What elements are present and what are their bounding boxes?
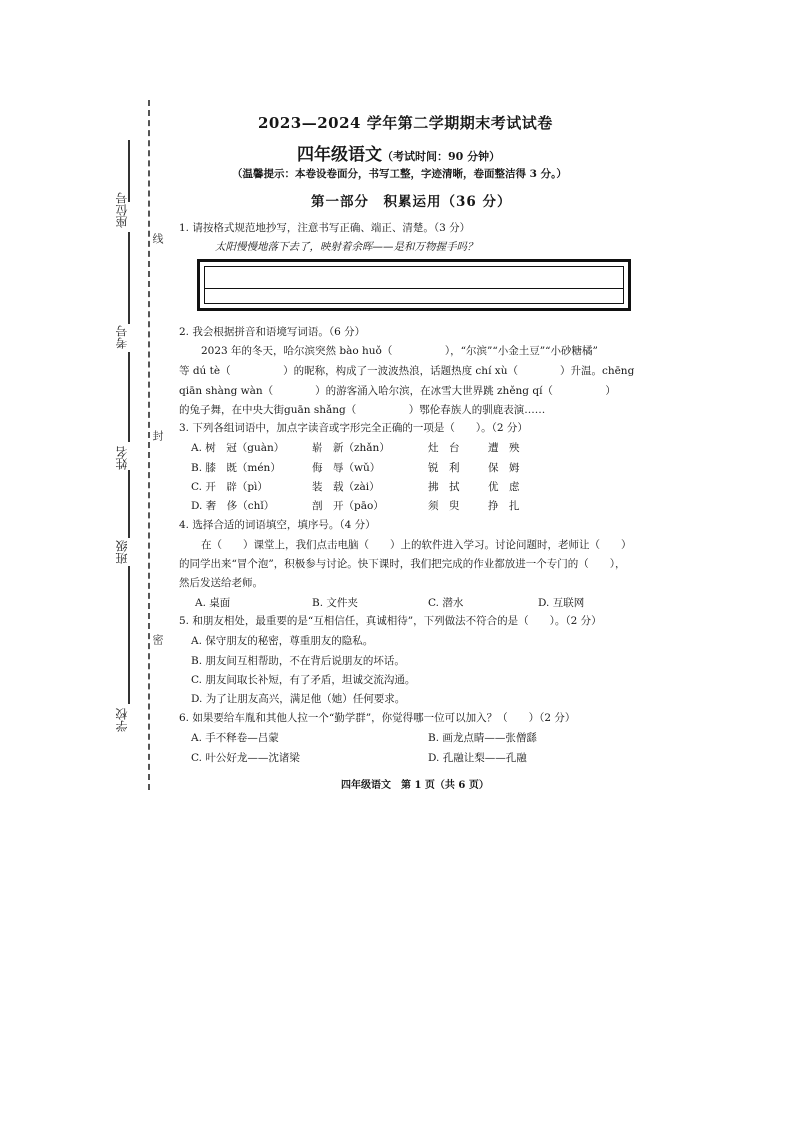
subject-name: 四年级语文 [297,145,382,165]
class-line [128,470,130,538]
q1-writing-box[interactable] [197,259,631,311]
q3-d-word3: 须 臾 [428,500,460,512]
q2-stem: 2. 我会根据拼音和语境写词语。（6 分） [179,326,366,338]
q3-c-word2: 装 载（zài） [312,481,380,493]
seal-mark-seal: 封 [151,430,164,441]
q6-option-c: C. 叶公好龙——沈诸梁 [191,752,300,764]
q6-option-b: B. 画龙点睛——张僧繇 [428,732,537,744]
q4-option-a: A. 桌面 [195,597,231,609]
q3-c-word1: C. 开 辟（pì） [191,481,268,493]
q4-option-b: B. 文件夹 [312,597,358,609]
exam-notice: （温馨提示：本卷设卷面分，书写工整，字迹清晰，卷面整洁得 3 分。） [232,168,567,180]
seal-mark-secret: 密 [151,634,164,645]
q3-c-word3: 拂 拭 [428,481,460,493]
q6-stem: 6. 如果要给车胤和其他人拉一个“勤学群”，你觉得哪一位可以加入？（ ）（2 分） [179,712,576,724]
q3-d-word4: 挣 扎 [488,500,520,512]
q5-option-b: B. 朋友间互相帮助，不在背后说朋友的坏话。 [191,655,405,667]
q3-a-word3: 灶 台 [428,442,460,454]
part-heading: 第一部分 积累运用（36 分） [311,194,512,210]
q1-writing-box-inner [204,266,624,304]
school-label: 学校 [115,708,129,732]
exam-number-line [128,232,130,324]
q4-line-3: 然后发送给老师。 [179,577,263,589]
q3-b-word3: 锐 利 [428,462,460,474]
q3-d-word1: D. 奢 侈（chǐ） [191,500,275,512]
q4-line-1: 在（ ）课堂上，我们点击电脑（ ）上的软件进入学习。讨论问题时，老师让（ ） [201,539,632,551]
binding-dashed-line [148,100,150,790]
name-line [128,352,130,442]
exam-time: （考试时间：90 分钟） [382,150,501,163]
page-footer: 四年级语文 第 1 页（共 6 页） [341,780,489,791]
q3-a-word2: 崭 新（zhǎn） [312,442,390,454]
q5-stem: 5. 和朋友相处，最重要的是“互相信任，真诚相待”，下列做法不符合的是（ ）。（2 分） [179,615,602,627]
q3-a-word4: 遭 殃 [488,442,520,454]
q5-option-d: D. 为了让朋友高兴，满足他（她）任何要求。 [191,693,406,705]
q4-line-2: 的同学出来“冒个泡”，积极参与讨论。快下课时，我们把完成的作业都放进一个专门的（ ）， [179,558,626,570]
q4-stem: 4. 选择合适的词语填空，填序号。（4 分） [179,519,376,531]
q1-copy-sentence: 太阳慢慢地落下去了，映射着余晖——是和万物握手吗？ [215,241,478,253]
q3-b-word1: B. 膝 既（mén） [191,462,281,474]
school-line [128,566,130,704]
q3-stem: 3. 下列各组词语中，加点字读音或字形完全正确的一项是（ ）。（2 分） [179,422,528,434]
q3-a-word1: A. 树 冠（guàn） [191,442,285,454]
q3-c-word4: 优 虑 [488,481,520,493]
q1-writing-line [205,288,623,289]
q1-stem: 1. 请按格式规范地抄写，注意书写正确、端正、清楚。（3 分） [179,222,471,234]
class-label: 班级 [115,540,129,564]
subject-heading [297,140,500,165]
q6-option-a: A. 手不释卷—吕蒙 [191,732,279,744]
seal-mark-line: 线 [151,233,164,244]
q4-option-c: C. 潜水 [428,597,464,609]
q6-option-d: D. 孔融让梨——孔融 [428,752,527,764]
name-label: 姓名 [115,446,129,470]
exam-number-label: 考号 [115,325,129,349]
q3-d-word2: 剖 开（pāo） [312,500,384,512]
exam-title: 2023—2024 学年第二学期期末考试试卷 [258,114,553,132]
q4-option-d: D. 互联网 [538,597,585,609]
q3-b-word4: 保 姆 [488,462,520,474]
q5-option-a: A. 保守朋友的秘密，尊重朋友的隐私。 [191,635,374,647]
q2-line-1: 2023 年的冬天，哈尔滨突然 bào huǒ（ ），“尔滨”“小金土豆”“小砂糖橘” [201,345,598,357]
q5-option-c: C. 朋友间取长补短，有了矛盾，坦诚交流沟通。 [191,674,416,686]
q3-b-word2: 侮 辱（wǔ） [312,462,381,474]
seat-number-label: 座位号 [115,192,129,228]
q2-line-4: 的兔子舞，在中央大街guān shǎng（ ）鄂伦春族人的驯鹿表演…… [179,404,546,416]
q2-line-3: qiān shàng wàn（ ）的游客涌入哈尔滨，在冰雪大世界跳 zhěng qí（ ） [179,385,616,397]
q2-line-2: 等 dú tè（ ）的昵称，构成了一波波热浪，话题热度 chí xù（ ）升温。chēng [179,365,635,377]
